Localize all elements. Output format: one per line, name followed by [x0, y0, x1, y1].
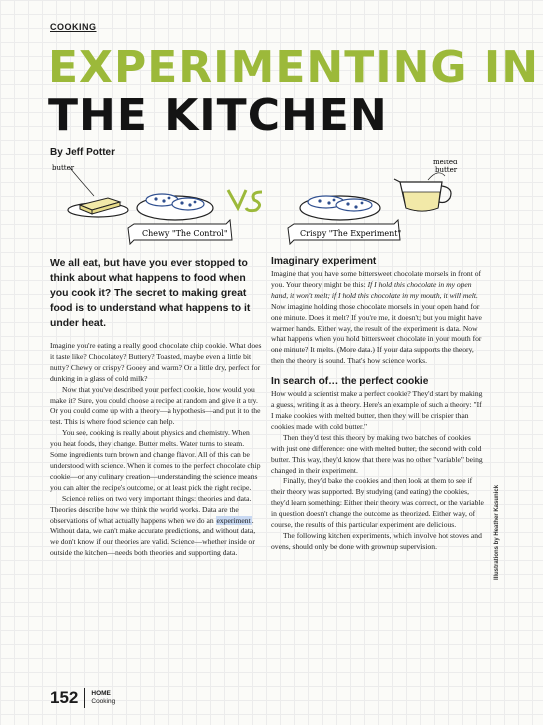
- paragraph: The following kitchen experiments, which involve hot stoves and ovens, should only be done with grownup supervision.: [271, 530, 482, 551]
- versus-mark: [228, 190, 262, 211]
- page-footer: [50, 688, 115, 708]
- text-run: Now imagine holding those chocolate morsels in your open hand for one minute. Does it melt? If you're me, it doesn't; but you might have warmer hands. Either way, the result of the experiment is data. Now what happens when you hold bittersweet chocolate in your mouth for one minute? It melts. (More data.) If your data supports the theory, then the theory is sound. That's how science works.: [271, 301, 482, 366]
- text-run: . Without data, we can't make accurate predictions, and without data, we don't know if our theories are valid. Science—whether inside or outside the kitchen—needs both theories and supporting data.: [50, 515, 256, 558]
- paragraph: Finally, they'd bake the cookies and then look at them to see if their theory was supported. By studying (and eating) the cookies, they'd learn something: Either their theory was correct, or the variable in question doesn't change the outcome as theorized. Either way, of course, the results of this particular experiment are delicious.: [271, 476, 484, 530]
- left-cookie-plate-icon: [137, 194, 213, 220]
- footer-divider: [84, 688, 85, 708]
- magazine-name: HOME: [91, 690, 111, 697]
- cookie-illustration: [50, 160, 490, 250]
- illustration-svg: [50, 160, 490, 250]
- text-run: Imagine that you have some bittersweet chocolate morsels in front of you. Your theory might be this:: [271, 269, 482, 289]
- paragraph: [271, 269, 484, 367]
- melted-butter-label: butter: [435, 166, 458, 174]
- text-run: Science relies on two very important things: theories and data. Theories describe how we think the world works. Data are the observations of what actually happens when we do an: [50, 493, 252, 525]
- page-number: 152: [50, 688, 79, 707]
- section-label: COOKING: [50, 22, 97, 32]
- highlighted-word[interactable]: experiment: [216, 515, 251, 525]
- section-heading: In search of… the perfect cookie: [271, 376, 429, 388]
- paragraph: Now that you've described your perfect cookie, how would you make it? Sure, you could choose a recipe at random and give it a try. Or you could come up with a theory—a hypothesis—and put it to the test. This is where food science can help.: [50, 384, 261, 427]
- right-cookie-plate-icon: [300, 196, 380, 220]
- footer-section-name: Cooking: [91, 698, 116, 705]
- right-column: [271, 256, 484, 553]
- byline: By Jeff Potter: [50, 147, 116, 158]
- vs-label: VS: [236, 170, 238, 171]
- paragraph: How would a scientist make a perfect cookie? They'd start by making a guess, writing it as a theory. Here's an example of such a theory: "If I make cookies with melted butter, then they will be crispier than cookies made with cold butter.": [271, 389, 483, 431]
- left-banner-label: Chewy "The Control": [142, 229, 228, 238]
- footer-section: [91, 690, 115, 706]
- section-heading: Imaginary experiment: [271, 256, 377, 267]
- italic-theory: If I hold this chocolate in my open hand, it won't melt; if I hold this chocolate in my mouth, it will melt.: [271, 279, 478, 300]
- paragraph: Imagine you're eating a really good chocolate chip cookie. What does it taste like? Chocolatey? Buttery? Toasted, maybe even a little bit nutty? Chewy or crispy? Gooey and warm? Or a little dry, perfect for dunking in a glass of cold milk?: [50, 341, 262, 383]
- title-line-2: THE KITCHEN: [48, 90, 388, 141]
- paragraph: Then they'd test this theory by making two batches of cookies with just one difference: one with melted butter, the second with cold butter. This way, they'd know that there was no other "variable" being changed in their experiment.: [271, 432, 483, 475]
- melted-label: melted: [433, 160, 458, 166]
- article-title: [48, 44, 539, 140]
- paragraph: You see, cooking is really about physics and chemistry. When you heat foods, they change. Butter melts. Water turns to steam. Some ingredients turn brown and change flavor. All of this can be understood with science. When it comes to the perfect chocolate chip cookie—or any culinary creation—understanding the science means you can alter the recipe's outcome, or at least pick the right recipe.: [50, 428, 261, 492]
- paragraph: [50, 494, 263, 559]
- lede: We all eat, but have you ever stopped to think about what happens to food when you cook it? The secret to making great food is to understand what happens to it under heat.: [50, 258, 251, 329]
- butter-dish-icon: [68, 168, 128, 217]
- illustration-credit: Illustrations by Heather Kasunick: [494, 484, 500, 580]
- left-column: [50, 256, 263, 559]
- title-line-1: EXPERIMENTING IN: [48, 42, 540, 93]
- butter-label: butter: [52, 164, 75, 172]
- right-banner-label: Crispy "The Experiment": [300, 229, 402, 238]
- melted-butter-pitcher-icon: [394, 173, 451, 211]
